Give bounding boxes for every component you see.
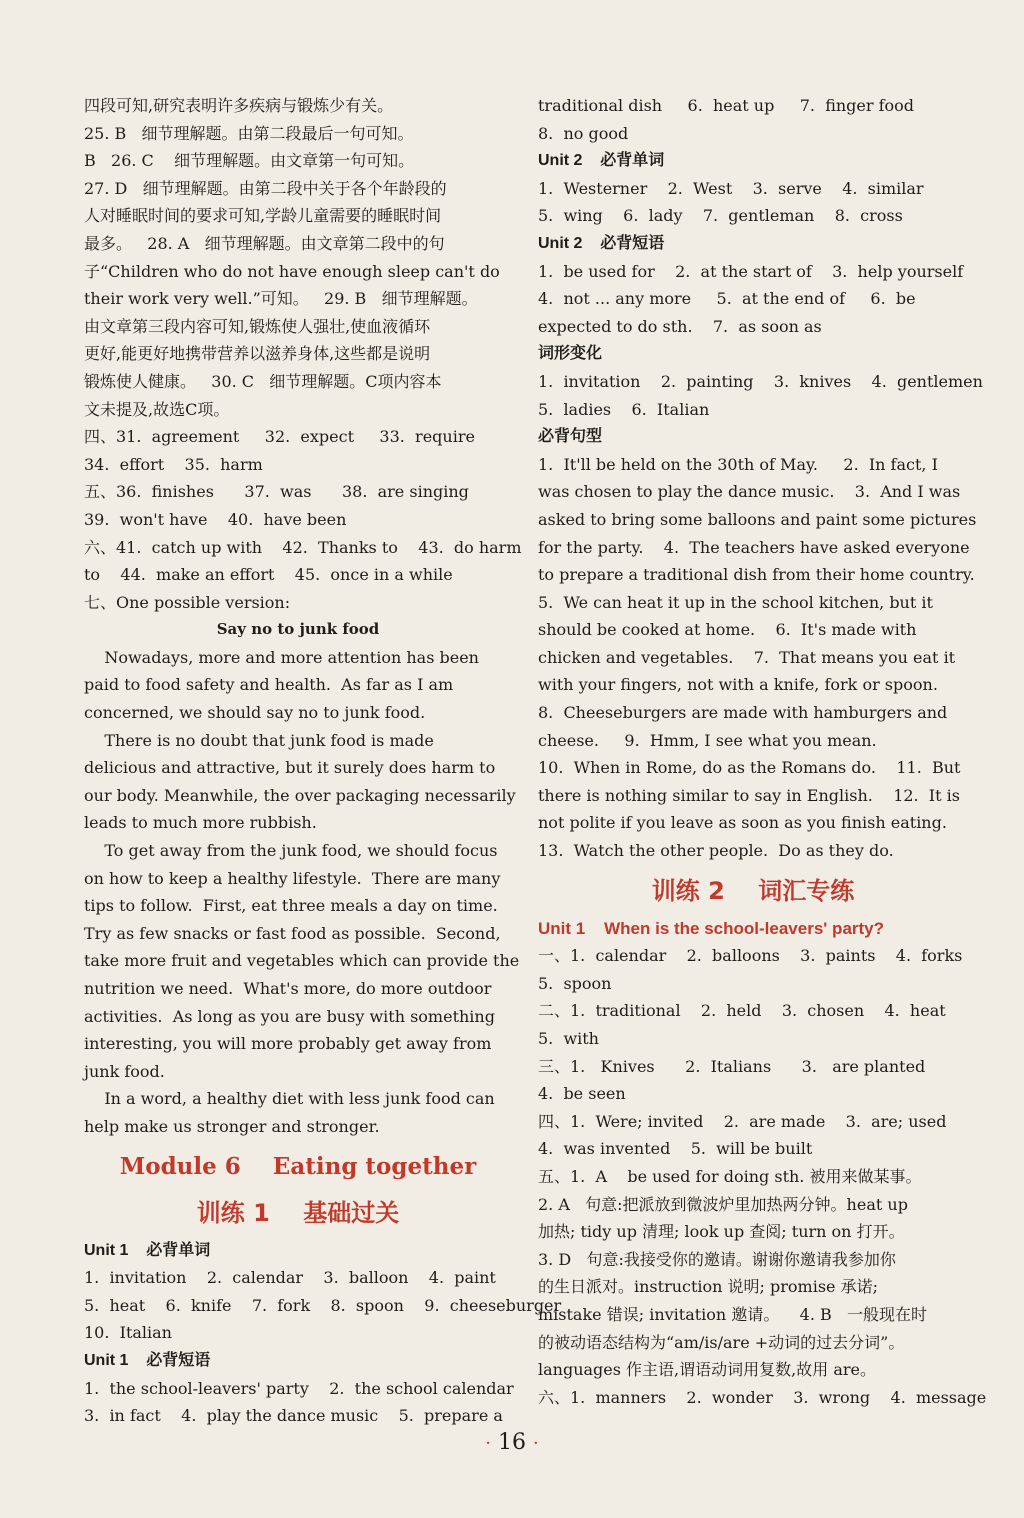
text-line: there is nothing similar to say in English. 12. It is: [538, 785, 960, 805]
text-line: to 44. make an effort 45. once in a while: [84, 565, 453, 585]
text-line: interesting, you will more probably get away from: [84, 1034, 492, 1054]
text-line: 二、1. traditional 2. held 3. chosen 4. heat: [538, 1001, 946, 1021]
text-line: 六、41. catch up with 42. Thanks to 43. do harm: [84, 537, 522, 557]
text-line: 三、1. Knives 2. Italians 3. are planted: [538, 1056, 926, 1076]
text-line: 最多。 28. A 细节理解题。由文章第二段中的句: [84, 233, 445, 253]
essay-title: Say no to junk food: [216, 620, 380, 639]
text-line: to prepare a traditional dish from their home country.: [538, 565, 975, 585]
text-line: 1. Westerner 2. West 3. serve 4. similar: [538, 178, 924, 198]
text-line: 1. invitation 2. painting 3. knives 4. gentlemen: [538, 371, 983, 391]
text-line: 4. was invented 5. will be built: [538, 1139, 813, 1159]
subsection-heading: Unit 1 必背单词: [84, 1241, 211, 1259]
text-line: 1. the school-leavers' party 2. the school calendar: [84, 1378, 514, 1398]
subsection-heading: Unit 2 必背单词: [538, 152, 665, 170]
text-line: 5. wing 6. lady 7. gentleman 8. cross: [538, 206, 903, 226]
text-line: leads to much more rubbish.: [84, 813, 317, 833]
text-line: 4. not ... any more 5. at the end of 6. be: [538, 289, 916, 309]
text-line: To get away from the junk food, we should focus: [84, 841, 498, 861]
subsection-heading: Unit 1 必背短语: [84, 1351, 211, 1369]
text-line: 27. D 细节理解题。由第二段中关于各个年龄段的: [84, 178, 447, 198]
text-line: delicious and attractive, but it surely does harm to: [84, 758, 496, 778]
text-line: 的生日派对。instruction 说明; promise 承诺;: [538, 1277, 878, 1297]
text-line: nutrition we need. What's more, do more outdoor: [84, 979, 492, 998]
text-line: concerned, we should say no to junk food.: [84, 703, 426, 723]
text-line: 5. ladies 6. Italian: [538, 399, 710, 419]
footer-dot-right: ·: [533, 1433, 539, 1454]
left-column: [84, 92, 562, 1430]
text-line: paid to food safety and health. As far as I am: [84, 675, 454, 695]
text-line: Nowadays, more and more attention has been: [84, 647, 479, 667]
subsection-heading: Unit 2 必背短语: [538, 234, 665, 252]
section-heading: 训练 1 基础过关: [196, 1198, 400, 1227]
text-line: 六、1. manners 2. wonder 3. wrong 4. message: [538, 1387, 987, 1407]
text-line: 4. be seen: [538, 1084, 626, 1104]
footer-dot-left: ·: [485, 1433, 491, 1454]
text-line: asked to bring some balloons and paint some pictures: [538, 509, 977, 529]
text-line: 七、One possible version:: [84, 592, 291, 612]
text-line: 五、1. A be used for doing sth. 被用来做某事。: [538, 1166, 922, 1186]
text-line: 四、31. agreement 32. expect 33. require: [84, 427, 475, 447]
text-line: 13. Watch the other people. Do as they do.: [538, 841, 894, 861]
text-line: 10. Italian: [84, 1323, 172, 1343]
text-line: 1. be used for 2. at the start of 3. help yourself: [538, 261, 964, 281]
text-line: 25. B 细节理解题。由第二段最后一句可知。: [84, 123, 414, 143]
text-line: 5. spoon: [538, 973, 612, 993]
text-line: expected to do sth. 7. as soon as: [538, 316, 822, 336]
page-number-footer: [0, 1430, 1024, 1455]
text-line: traditional dish 6. heat up 7. finger food: [538, 96, 915, 115]
text-line: 5. heat 6. knife 7. fork 8. spoon 9. cheeseburger: [84, 1295, 562, 1315]
subsection-heading: 词形变化: [538, 345, 603, 363]
section-heading: 训练 2 词汇专练: [651, 876, 855, 905]
text-line: 的被动语态结构为“am/is/are +动词的过去分词”。: [538, 1332, 905, 1352]
text-line: Try as few snacks or fast food as possible. Second,: [84, 923, 501, 943]
text-line: take more fruit and vegetables which can provide the: [84, 951, 520, 971]
text-line: 5. with: [538, 1029, 599, 1048]
text-line: 人对睡眠时间的要求可知,学龄儿童需要的睡眠时间: [84, 206, 442, 226]
text-line: B 26. C 细节理解题。由文章第一句可知。: [84, 151, 415, 171]
subsection-heading: 必背句型: [538, 428, 603, 446]
text-line: languages 作主语,谓语动词用复数,故用 are。: [538, 1360, 876, 1380]
text-line: their work very well.”可知。 29. B 细节理解题。: [84, 289, 478, 309]
text-line: with your fingers, not with a knife, fork or spoon.: [538, 675, 938, 695]
text-line: on how to keep a healthy lifestyle. There are many: [84, 868, 501, 888]
text-line: 3. in fact 4. play the dance music 5. prepare a: [84, 1406, 503, 1426]
text-line: 3. D 句意:我接受你的邀请。谢谢你邀请我参加你: [538, 1249, 896, 1269]
text-line: In a word, a healthy diet with less junk food can: [84, 1089, 495, 1109]
text-line: junk food.: [84, 1061, 165, 1081]
text-line: 34. effort 35. harm: [84, 454, 263, 474]
text-line: 更好,能更好地携带营养以滋养身体,这些都是说明: [84, 344, 431, 364]
text-line: help make us stronger and stronger.: [84, 1116, 380, 1136]
text-line: mistake 错误; invitation 邀请。 4. B 一般现在时: [538, 1304, 928, 1324]
text-line: for the party. 4. The teachers have asked everyone: [538, 537, 970, 557]
text-line: 8. no good: [538, 123, 629, 143]
text-line: tips to follow. First, eat three meals a day on time.: [84, 896, 498, 916]
text-line: 一、1. calendar 2. balloons 3. paints 4. forks: [538, 946, 963, 966]
text-line: 10. When in Rome, do as the Romans do. 11. But: [538, 758, 961, 778]
text-line: There is no doubt that junk food is made: [84, 730, 434, 750]
text-line: 1. invitation 2. calendar 3. balloon 4. paint: [84, 1268, 496, 1288]
section-heading: Unit 1 When is the school-leavers' party?: [538, 918, 885, 938]
text-line: activities. As long as you are busy with something: [84, 1006, 495, 1026]
text-line: 四、1. Were; invited 2. are made 3. are; used: [538, 1111, 947, 1131]
text-line: 8. Cheeseburgers are made with hamburgers and: [538, 703, 948, 723]
text-line: should be cooked at home. 6. It's made with: [538, 620, 917, 640]
text-line: 文未提及,故选C项。: [84, 399, 230, 419]
text-line: our body. Meanwhile, the over packaging necessarily: [84, 785, 516, 805]
right-column: [538, 92, 987, 1411]
text-line: 2. A 句意:把派放到微波炉里加热两分钟。heat up: [538, 1194, 908, 1214]
text-line: was chosen to play the dance music. 3. And I was: [538, 482, 961, 502]
text-line: 锻炼使人健康。 30. C 细节理解题。C项内容本: [84, 371, 442, 391]
section-heading: Module 6 Eating together: [119, 1152, 477, 1180]
text-line: 39. won't have 40. have been: [84, 509, 347, 529]
text-line: chicken and vegetables. 7. That means you eat it: [538, 647, 956, 667]
text-line: 5. We can heat it up in the school kitchen, but it: [538, 592, 933, 612]
page-number: 16: [498, 1430, 526, 1455]
text-line: 子“Children who do not have enough sleep can't do: [84, 261, 500, 281]
text-line: 1. It'll be held on the 30th of May. 2. In fact, I: [538, 454, 938, 474]
text-line: cheese. 9. Hmm, I see what you mean.: [538, 730, 877, 750]
text-line: not polite if you leave as soon as you finish eating.: [538, 813, 947, 833]
text-line: 由文章第三段内容可知,锻炼使人强壮,使血液循环: [84, 316, 431, 336]
text-line: 加热; tidy up 清理; look up 查阅; turn on 打开。: [538, 1222, 905, 1242]
text-line: 五、36. finishes 37. was 38. are singing: [84, 482, 469, 502]
text-line: 四段可知,研究表明许多疾病与锻炼少有关。: [84, 96, 394, 115]
